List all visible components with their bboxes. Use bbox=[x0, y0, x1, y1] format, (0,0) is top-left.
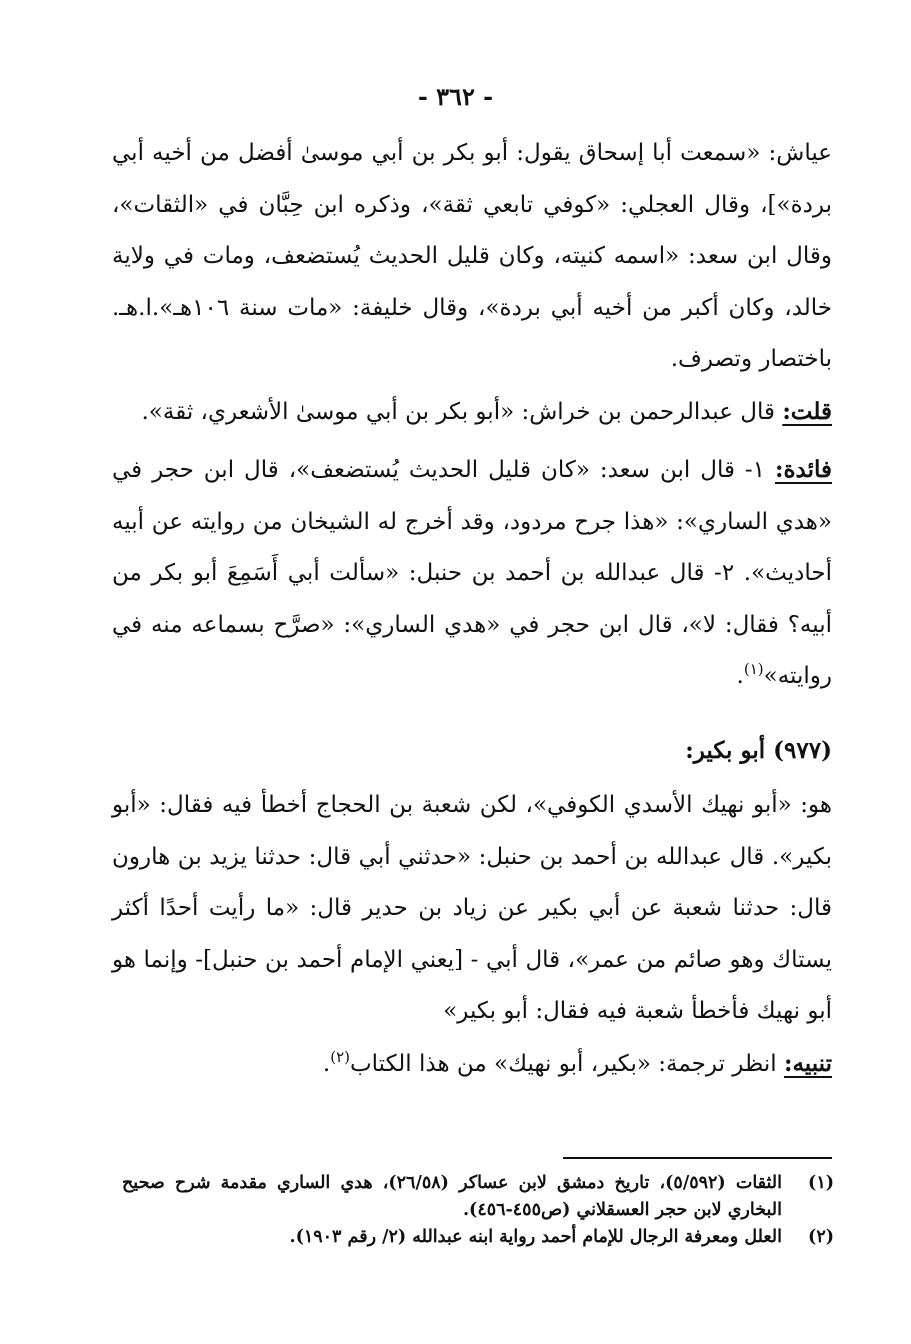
paragraph-faida bbox=[112, 444, 832, 703]
footnote-number: (٢) bbox=[808, 1227, 834, 1247]
faida-end: . bbox=[736, 663, 744, 689]
footnote-ref-1: (١) bbox=[743, 660, 764, 678]
paragraph-qultu bbox=[112, 386, 832, 439]
qultu-label: قلت: bbox=[782, 397, 832, 425]
tanbih-end: . bbox=[322, 1050, 331, 1077]
faida-text: ١- قال ابن سعد: «كان قليل الحديث يُستضعف»، قال ابن حجر في «هدي الساري»: «هذا جرح مردود، وقد أخرج له الشيخان من روايته عن أبيه أحاديث». ٢- قال عبدالله بن أحمد بن حنبل: «سألت أبي أَسَمِعَ أبو بكر من أبيه؟ فقال: لا»، قال ابن حجر في «هدي الساري»: «صرَّح بسماعه منه في روايته» bbox=[112, 457, 832, 689]
page-number: - ٣٦٢ - bbox=[417, 82, 494, 111]
entry-number: (٩٧٧) bbox=[773, 736, 832, 764]
footnotes bbox=[122, 1170, 834, 1251]
footnote-number: (١) bbox=[808, 1173, 834, 1193]
footnote-1 bbox=[122, 1170, 834, 1224]
entry-title: أبو بكير: bbox=[685, 736, 774, 764]
qultu-text: قال عبدالرحمن بن خراش: «أبو بكر بن أبي موسىٰ الأشعري، ثقة». bbox=[141, 398, 783, 425]
footnote-text: العلل ومعرفة الرجال للإمام أحمد رواية ابنه عبدالله (٢/ رقم ١٩٠٣). bbox=[289, 1227, 782, 1247]
paragraph-abu-bukair: هو: «أبو نهيك الأسدي الكوفي»، لكن شعبة بن الحجاج أخطأ فيه فقال: «أبو بكير». قال عبدالله بن أحمد بن حنبل: «حدثني أبي قال: حدثنا يزيد بن هارون قال: حدثنا شعبة عن أبي بكير عن زياد بن حدير قال: «ما رأيت أحدًا أكثر يستاك وهو صائم من عمر»، قال أبي - [يعني الإمام أحمد بن حنبل]- وإنما هو أبو نهيك فأخطأ شعبة فيه فقال: أبو بكير» bbox=[112, 792, 832, 1024]
footnote-ref-2: (٢) bbox=[330, 1047, 350, 1066]
main-text bbox=[112, 128, 832, 1090]
tanbih-label: تنبيه: bbox=[783, 1049, 832, 1077]
faida-label: فائدة: bbox=[774, 456, 832, 483]
footnote-text: الثقات (٥/٥٩٢)، تاريخ دمشق لابن عساكر (٢٦/٥٨)، هدي الساري مقدمة شرح صحيح البخاري لابن حجر العسقلاني (ص٤٥٥-٤٥٦). bbox=[122, 1173, 782, 1220]
paragraph-tanbih bbox=[112, 1038, 832, 1091]
entry-heading bbox=[112, 725, 832, 777]
footnote-2 bbox=[122, 1224, 834, 1251]
paragraph-biography-continuation: عياش: «سمعت أبا إسحاق يقول: أبو بكر بن أبي موسىٰ أفضل من أخيه أبي بردة»]، وقال العجلي: «كوفي تابعي ثقة»، وذكره ابن حِبَّان في «الثقات»، وقال ابن سعد: «اسمه كنيته، وكان قليل الحديث يُستضعف، ومات في ولاية خالد، وكان أكبر من أخيه أبي بردة»، وقال خليفة: «مات سنة ١٠٦هـ».ا.هـ. باختصار وتصرف. bbox=[112, 140, 832, 372]
footnote-divider bbox=[563, 1157, 832, 1159]
tanbih-text: انظر ترجمة: «بكير، أبو نهيك» من هذا الكتاب bbox=[350, 1050, 784, 1077]
